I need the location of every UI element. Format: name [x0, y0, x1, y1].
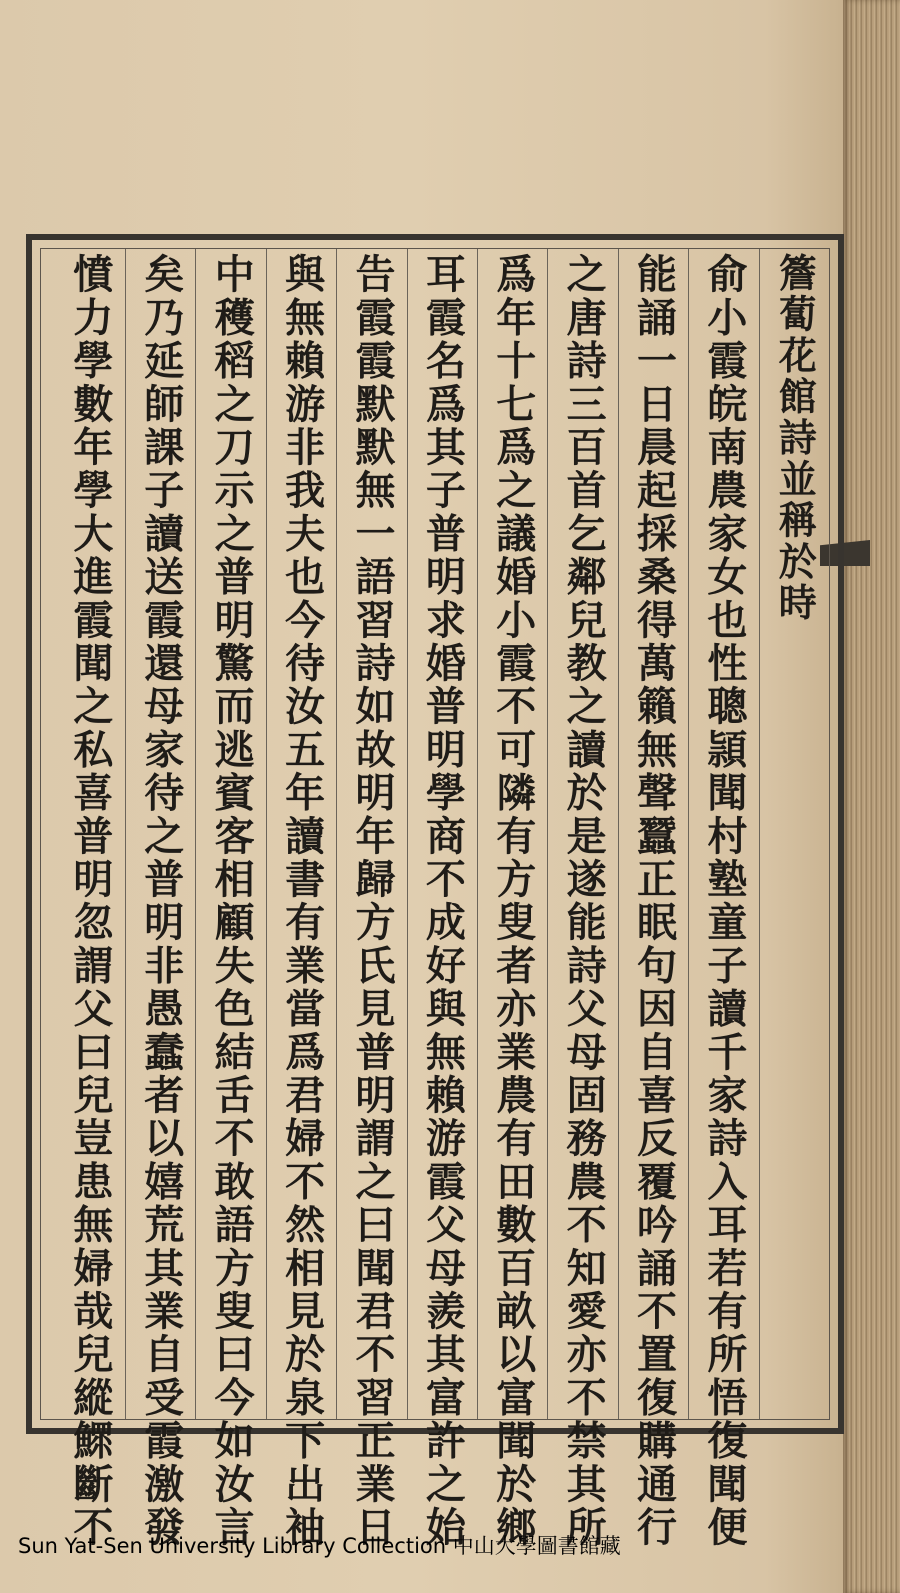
text-column — [547, 249, 617, 1549]
book-edge — [843, 0, 900, 1593]
text-column — [688, 249, 758, 1549]
column-text: 矣乃延師課子讀送霞還母家待之普明非愚蠢者以嬉荒其業自受霞激發 — [137, 253, 185, 1549]
column-text: 之唐詩三百首乞鄰兒教之讀於是遂能詩父母固務農不知愛亦不禁其所 — [560, 253, 608, 1549]
column-text: 與無賴游非我夫也今待汝五年讀書有業當爲君婦不然相見於泉下出袖 — [278, 253, 326, 1549]
column-text: 憤力學數年學大進霞聞之私喜普明忽謂父曰兒豈患無婦哉兒縱鰥斷不 — [66, 253, 114, 1549]
column-text: 耳霞名爲其子普明求婚普明學商不成好與無賴游霞父母羨其富許之始 — [419, 253, 467, 1549]
text-column — [759, 249, 829, 1419]
column-text: 告霞霞默默無一語習詩如故明年歸方氏見普明謂之曰聞君不習正業日 — [348, 253, 396, 1549]
text-column — [266, 249, 336, 1549]
text-column — [195, 249, 265, 1549]
text-column — [125, 249, 195, 1549]
column-text: 能誦一日晨起採桑得萬籟無聲蠶正眠句因自喜反覆吟誦不置復購通行 — [630, 253, 678, 1549]
text-column — [407, 249, 477, 1549]
text-column — [55, 249, 125, 1549]
column-text: 爲年十七爲之議婚小霞不可隣有方叟者亦業農有田數百畝以富聞於鄉 — [489, 253, 537, 1549]
collection-watermark: Sun Yat-Sen University Library Collection 中山大學圖書館藏 — [18, 1534, 621, 1558]
text-column — [336, 249, 406, 1549]
text-column — [477, 249, 547, 1549]
text-column — [618, 249, 688, 1549]
column-text: 簷蔔花館詩並稱於時 — [772, 253, 818, 624]
column-text: 俞小霞皖南農家女也性聰頴聞村塾童子讀千家詩入耳若有所悟復聞便 — [700, 253, 748, 1549]
column-text: 中穫稻之刀示之普明驚而逃賓客相顧失色結舌不敢語方叟曰今如汝言 — [208, 253, 256, 1549]
